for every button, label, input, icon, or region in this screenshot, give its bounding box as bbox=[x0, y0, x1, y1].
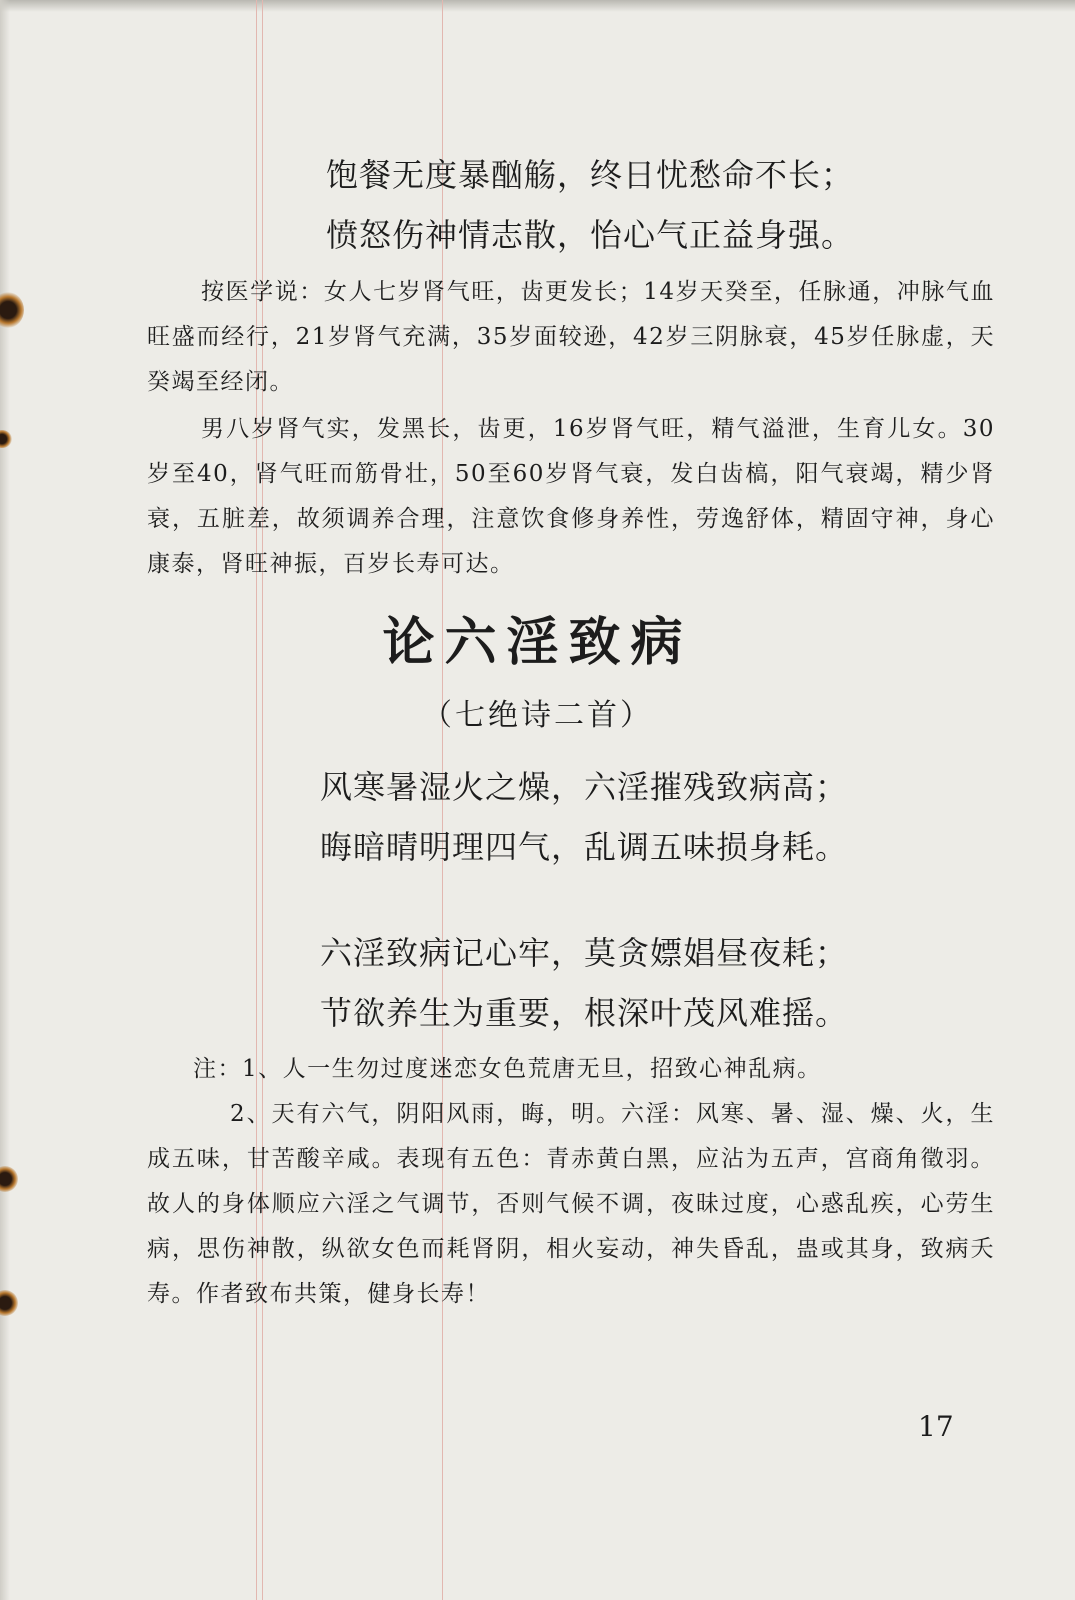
margin-line-left-inner bbox=[262, 0, 263, 1600]
paragraph-female-stages: 按医学说：女人七岁肾气旺，齿更发长；14岁天癸至，任脉通，冲脉气血旺盛而经行，21岁肾气充满，35岁面较逊，42岁三阴脉衰，45岁任脉虚，天癸竭至经闭。 bbox=[147, 279, 995, 395]
burn-mark bbox=[0, 292, 24, 328]
poem-2-line-1: 六淫致病记心牢，莫贪嫖娼昼夜耗； bbox=[320, 934, 849, 972]
section-heading: 论六淫致病 bbox=[382, 612, 693, 673]
burn-mark bbox=[0, 1166, 18, 1192]
poem-1-line-2: 晦暗晴明理四气，乱调五味损身耗。 bbox=[320, 828, 849, 866]
poem-1-line-1: 风寒暑湿火之燥，六淫摧残致病高； bbox=[320, 768, 849, 806]
paragraph-male-stages: 男八岁肾气实，发黑长，齿更，16岁肾气旺，精气溢泄，生育儿女。30岁至40，肾气旺而筋骨壮，50至60岁肾气衰，发白齿槁，阳气衰竭，精少肾衰，五脏差，故须调养合理，注意饮食修身养性，劳逸舒体，精固守神，身心康泰，肾旺神振，百岁长寿可达。 bbox=[147, 416, 995, 577]
note-1: 注：1、人一生勿过度迷恋女色荒唐无旦，招致心神乱病。 bbox=[193, 1056, 822, 1082]
burn-mark bbox=[0, 1290, 18, 1316]
poem-2-line-2: 节欲养生为重要，根深叶茂风难摇。 bbox=[320, 994, 849, 1032]
verse-line-2: 愤怒伤神情志散，怡心气正益身强。 bbox=[326, 216, 855, 254]
scan-left-edge bbox=[0, 0, 10, 1600]
scan-top-shadow bbox=[0, 0, 1075, 12]
section-subheading: （七绝诗二首） bbox=[422, 698, 653, 733]
note-2: 2、天有六气，阴阳风雨，晦，明。六淫：风寒、暑、湿、燥、火，生成五味，甘苦酸辛咸。表现有五色：青赤黄白黑，应沾为五声，宫商角徵羽。故人的身体顺应六淫之气调节，否则气候不调，夜昧过度，心惑乱疾，心劳生病，思伤神散，纵欲女色而耗肾阴，相火妄动，神失昏乱，蛊或其身，致病夭寿。作者致布共策，健身长寿！ bbox=[147, 1101, 995, 1307]
margin-line-left bbox=[256, 0, 257, 1600]
burn-mark bbox=[0, 430, 12, 448]
page-number: 17 bbox=[918, 1410, 954, 1443]
verse-line-1: 饱餐无度暴酗觞，终日忧愁命不长； bbox=[326, 156, 855, 194]
